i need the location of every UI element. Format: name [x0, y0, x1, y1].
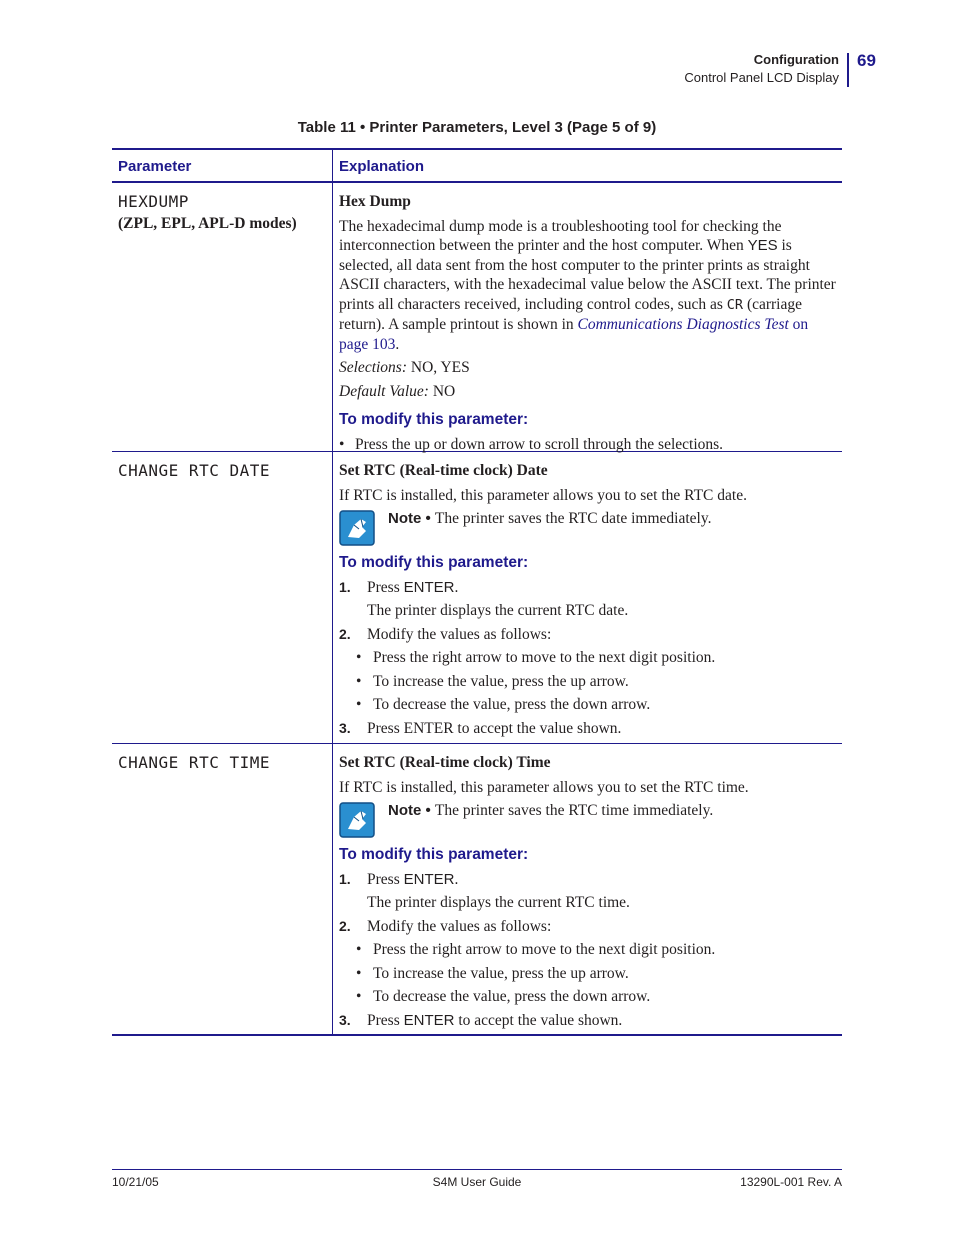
column-header-parameter: Parameter — [112, 150, 333, 181]
page-reference-link[interactable]: on page 103 — [339, 316, 809, 353]
list-item: • To decrease the value, press the down arrow. — [356, 696, 651, 713]
table-caption: Table 11 • Printer Parameters, Level 3 (Page 5 of 9) — [297, 119, 657, 136]
footer-title: S4M User Guide — [432, 1175, 522, 1189]
explanation-text: If RTC is installed, this parameter allows you to set the RTC date. — [339, 486, 747, 504]
table-row — [112, 183, 842, 451]
list-item: 1. Press ENTER. — [339, 578, 459, 596]
cross-reference-link[interactable]: Communications Diagnostics Test — [577, 316, 789, 333]
modify-heading: To modify this parameter: — [339, 554, 529, 571]
header-divider — [847, 53, 849, 87]
page-number: 69 — [857, 51, 876, 70]
note-hand-icon — [339, 802, 375, 838]
footer-doc-number: 13290L-001 Rev. A — [740, 1175, 842, 1189]
step-result: The printer displays the current RTC date. — [367, 602, 629, 619]
list-item: 2. Modify the values as follows: — [339, 625, 552, 643]
list-item: • To increase the value, press the up arrow. — [356, 964, 629, 982]
table-row — [112, 451, 842, 743]
list-item: • Press the right arrow to move to the next digit position. — [356, 649, 716, 666]
parameters-table — [112, 148, 842, 1036]
list-item: 3. Press ENTER to accept the value shown. — [339, 1011, 623, 1029]
default-value-line: Default Value: NO — [339, 382, 456, 400]
list-item: 3. Press ENTER to accept the value shown. — [339, 719, 622, 737]
modify-heading: To modify this parameter: — [339, 846, 529, 863]
list-item: • To decrease the value, press the down arrow. — [356, 988, 651, 1005]
footer-divider — [112, 1169, 842, 1170]
selections-line: Selections: NO, YES — [339, 359, 470, 376]
explanation-text: If RTC is installed, this parameter allows you to set the RTC time. — [339, 778, 749, 796]
note: Note • The printer saves the RTC date immediately. — [339, 509, 836, 546]
parameter-modes: (ZPL, EPL, APL-D modes) — [118, 215, 297, 232]
modify-heading: To modify this parameter: — [339, 411, 529, 428]
list-item: 2. Modify the values as follows: — [339, 917, 552, 935]
explanation-title: Set RTC (Real-time clock) Time — [339, 754, 551, 771]
footer-date: 10/21/05 — [112, 1175, 159, 1189]
table-header-row — [112, 150, 842, 183]
header-section: Configuration — [753, 52, 839, 67]
explanation-text: The hexadecimal dump mode is a troubleshooting tool for checking the interconnection between the printer and the host computer. When YES is selected, all data sent from the host computer to the printer prints as straight ASCII characters, with the hexadecimal value below the ASCII text. The printer prints all characters received, including control codes, such as CR (carriage return). A sample printout is shown in Communications Diagnostics Test on page 103. — [339, 217, 836, 353]
list-item: • Press the right arrow to move to the next digit position. — [356, 941, 716, 958]
parameter-name: CHANGE RTC DATE — [118, 461, 270, 480]
step-result: The printer displays the current RTC time. — [367, 894, 630, 911]
header-subsection: Control Panel LCD Display — [684, 70, 839, 85]
list-item: • Press the up or down arrow to scroll through the selections. — [339, 435, 724, 453]
note: Note • The printer saves the RTC time immediately. — [339, 801, 836, 838]
table-row — [112, 743, 842, 1034]
list-item: 1. Press ENTER. — [339, 870, 459, 888]
explanation-title: Hex Dump — [339, 193, 411, 210]
parameter-name: CHANGE RTC TIME — [118, 753, 270, 772]
parameter-name: HEXDUMP — [118, 192, 189, 211]
note-hand-icon — [339, 510, 375, 546]
column-header-explanation: Explanation — [339, 158, 425, 175]
explanation-title: Set RTC (Real-time clock) Date — [339, 462, 548, 479]
list-item: • To increase the value, press the up arrow. — [356, 672, 629, 690]
